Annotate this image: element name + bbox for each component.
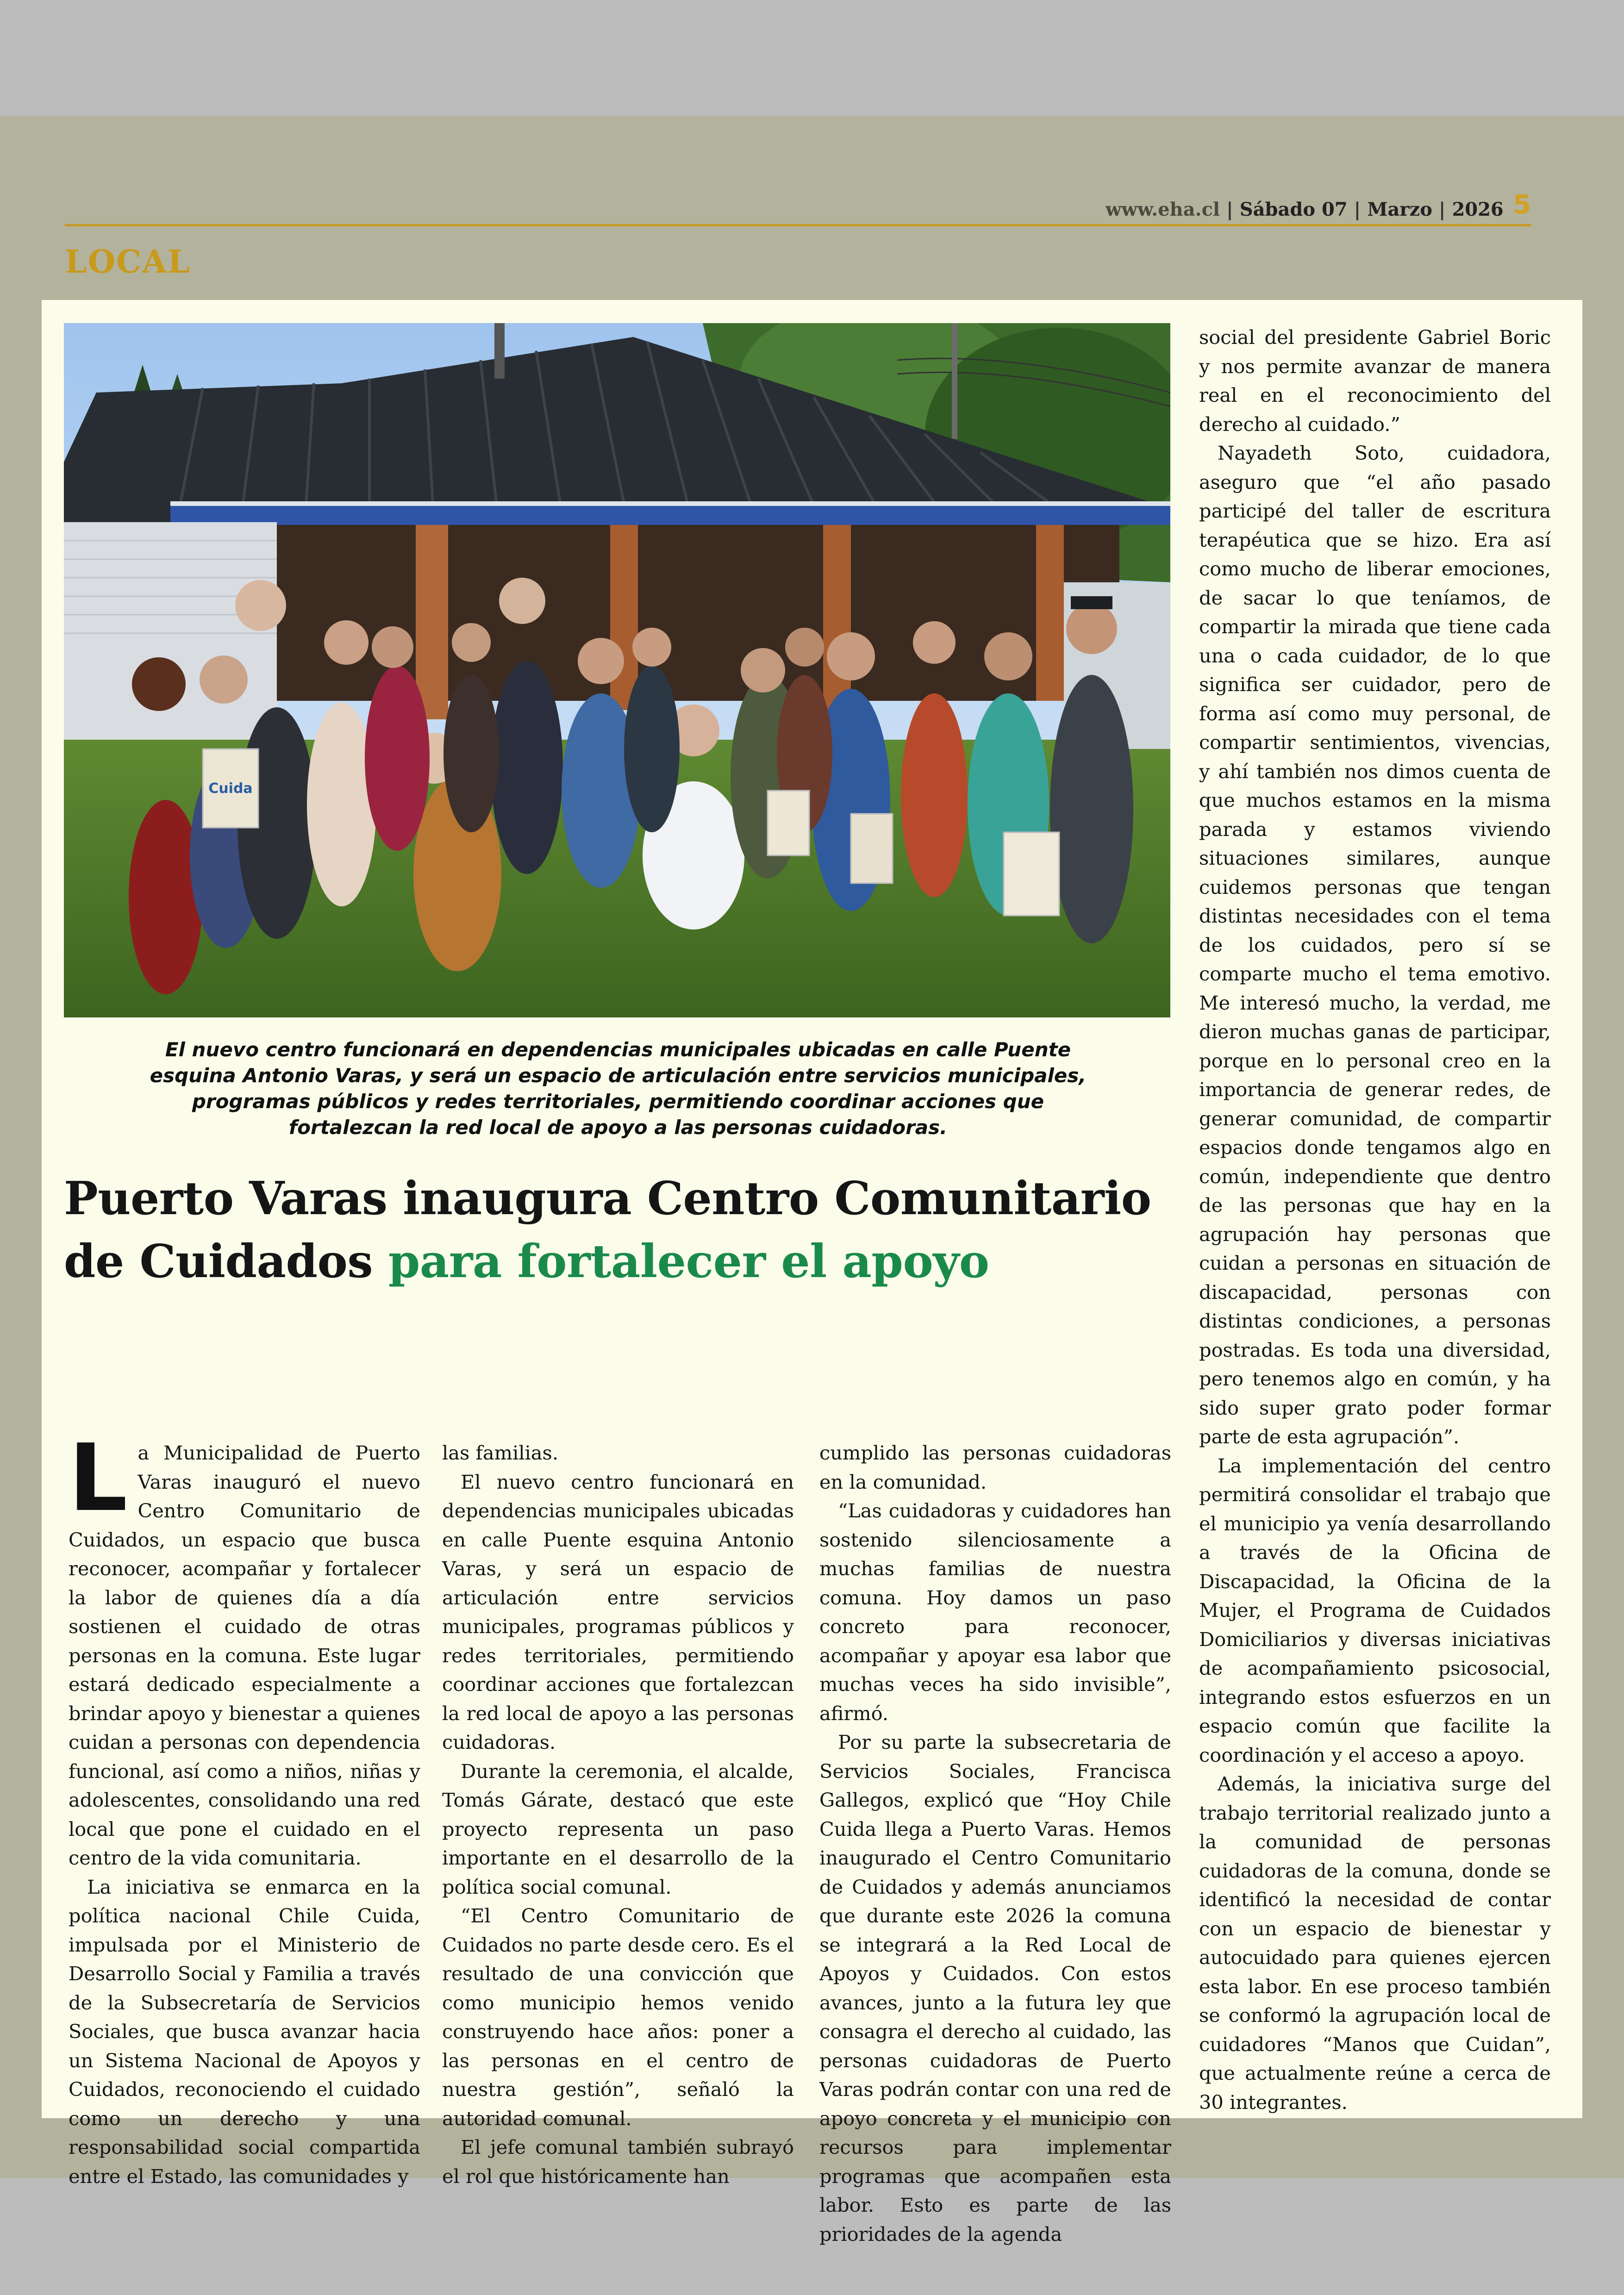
article-paragraph: Durante la ceremonia, el alcalde, Tomás Gárate, destacó que este proyecto representa un paso importante en el desarrollo de la política social comunal. — [442, 1759, 794, 1898]
article-column-1 — [69, 1424, 420, 2191]
header-year: 2026 — [1452, 198, 1504, 220]
article-column-4 — [1199, 323, 1551, 2117]
headline-main: Puerto Varas inaugura Centro Comunitario de Cuidados — [64, 1172, 1151, 1288]
page-number: 5 — [1513, 190, 1531, 220]
article-paragraph: El nuevo centro funcionará en dependencias municipales ubicadas en calle Puente esquina Antonio Varas, y será un espacio de articulación entre servicios municipales, programas públicos y redes territoriales, permitiendo coordinar acciones que fortalezcan la red local de apoyo a las personas cuidadoras. — [442, 1470, 794, 1753]
bag-logo-text: Cuida — [208, 780, 253, 797]
article-column-2 — [442, 1439, 794, 2191]
drop-cap: L — [69, 1424, 128, 1532]
header-rule — [65, 224, 1531, 226]
article-paragraph: La iniciativa se enmarca en la política nacional Chile Cuida, impulsada por el Ministerio de Desarrollo Social y Familia a través de la Subsecretaría de Servicios Sociales, que busca avanzar hacia un Sistema Nacional de Apoyos y Cuidados, reconociendo el cuidado como un derecho y una responsabilidad social compartida entre el Estado, las comunidades y — [69, 1875, 420, 2188]
header-day: Sábado 07 — [1239, 198, 1348, 220]
newspaper-page — [0, 116, 1624, 2245]
article-paragraph: las familias. — [442, 1441, 559, 1464]
article-column-3 — [819, 1439, 1171, 2249]
header-url[interactable]: www.eha.cl — [1106, 198, 1220, 220]
article-paragraph: cumplido las personas cuidadoras en la comunidad. — [819, 1441, 1171, 1493]
header-dateline: www.eha.cl | Sábado 07 | Marzo | 2026 — [1106, 198, 1504, 220]
article-paragraph: Nayadeth Soto, cuidadora, aseguro que “el año pasado participé del taller de escritura terapéutica que se hizo. Era así como mucho de liberar emociones, de sacar lo que teníamos, de compartir la mirada que tiene cada una o cada cuidador, de lo que significa ser cuidador, pero de forma así como muy personal, de compartir sentimientos, vivencias, y ahí también nos dimos cuenta de que muchos estamos en la misma parada y estamos viviendo situaciones similares, aunque cuidemos personas que tengan distintas necesidades con el tema de los cuidados, pero sí se comparte mucho el tema emotivo. Me interesó mucho, la verdad, me dieron muchas ganas de participar, porque en lo personal creo en la importancia de generar redes, de generar comunidad, de compartir espacios donde tengamos algo en común, independiente que dentro de las personas que hay en la agrupación hay personas que cuidan a personas en situación de discapacidad, personas con distintas condiciones, a personas postradas. Es toda una diversidad, pero tenemos algo en común, y ha sido super grato poder formar parte de esta agrupación”. — [1199, 442, 1551, 1448]
article-paragraph: La implementación del centro permitirá consolidar el trabajo que el municipio ya venía desarrollando a través de la Oficina de Discapacidad, la Oficina de la Mujer, el Programa de Cuidados Domiciliarios y diversas iniciativas de acompañamiento psicosocial, integrando estos esfuerzos en un espacio común que facilite la coordinación y el acceso a apoyo. — [1199, 1454, 1551, 1766]
photo-caption: El nuevo centro funcionará en dependencias municipales ubicadas en calle Puente esquina Antonio Varas, y será un espacio de articulación entre servicios municipales, programas públicos y redes territoriales, permitiendo coordinar acciones que fortalezcan la red local de apoyo a las personas cuidadoras. — [150, 1038, 1087, 1139]
article-paragraph: La Municipalidad de Puerto Varas inauguró el nuevo Centro Comunitario de Cuidados, un espacio que busca reconocer, acompañar y fortalecer la labor de quienes día a día sostienen el cuidado de otras personas en la comuna. Este lugar estará dedicado especialmente a brindar apoyo y bienestar a quienes cuidan a personas con dependencia funcional, así como a niños, niñas y adolescentes, consolidando una red local que pone el cuidado en el centro de la vida comunitaria. — [69, 1424, 420, 1869]
page-header — [0, 116, 1624, 301]
article-paragraph: Por su parte la subsecretaria de Servicios Sociales, Francisca Gallegos, explicó que “Hoy Chile Cuida llega a Puerto Varas. Hemos inaugurado el Centro Comunitario de Cuidados y además anunciamos que durante este 2026 la comuna se integrará a la Red Local de Apoyos y Cuidados. Con estos avances, junto a la futura ley que consagra el derecho al cuidado, las personas cuidadoras de Puerto Varas podrán contar con una red de apoyo concreta y el municipio con recursos para implementar programas que acompañen esta labor. Esto es parte de las prioridades de la agenda — [819, 1731, 1171, 2245]
article-paragraph: social del presidente Gabriel Boric y nos permite avanzar de manera real en el reconocimiento del derecho al cuidado.” — [1199, 326, 1551, 436]
section-label: LOCAL — [65, 243, 191, 281]
article-headline — [64, 1167, 1175, 1293]
article-paragraph: “Las cuidadoras y cuidadores han sostenido silenciosamente a muchas familias de nuestra comuna. Hoy damos un paso concreto para reconocer, acompañar y apoyar esa labor que muchas veces ha sido invisible”, afirmó. — [819, 1499, 1171, 1725]
article-photo — [64, 323, 1170, 1017]
article-paragraph: Además, la iniciativa surge del trabajo territorial realizado junto a la comunidad de personas cuidadoras de la comuna, donde se identificó la necesidad de contar con un espacio de bienestar y autocuidado para quienes ejercen esta labor. En ese proceso también se conformó la agrupación local de cuidadores “Manos que Cuidan”, que actualmente reúne a cerca de 30 integrantes. — [1199, 1772, 1551, 2114]
headline-accent: para fortalecer el apoyo — [388, 1235, 989, 1288]
article-panel — [42, 300, 1582, 2245]
article-paragraph: El jefe comunal también subrayó el rol que históricamente han — [442, 2136, 794, 2188]
header-month: Marzo — [1367, 198, 1432, 220]
group-photo-illustration — [64, 323, 1170, 1017]
article-paragraph: “El Centro Comunitario de Cuidados no parte desde cero. Es el resultado de una convicción que como municipio hemos venido construyendo hace años: poner a las personas en el centro de nuestra gestión”, señaló la autoridad comunal. — [442, 1904, 794, 2130]
